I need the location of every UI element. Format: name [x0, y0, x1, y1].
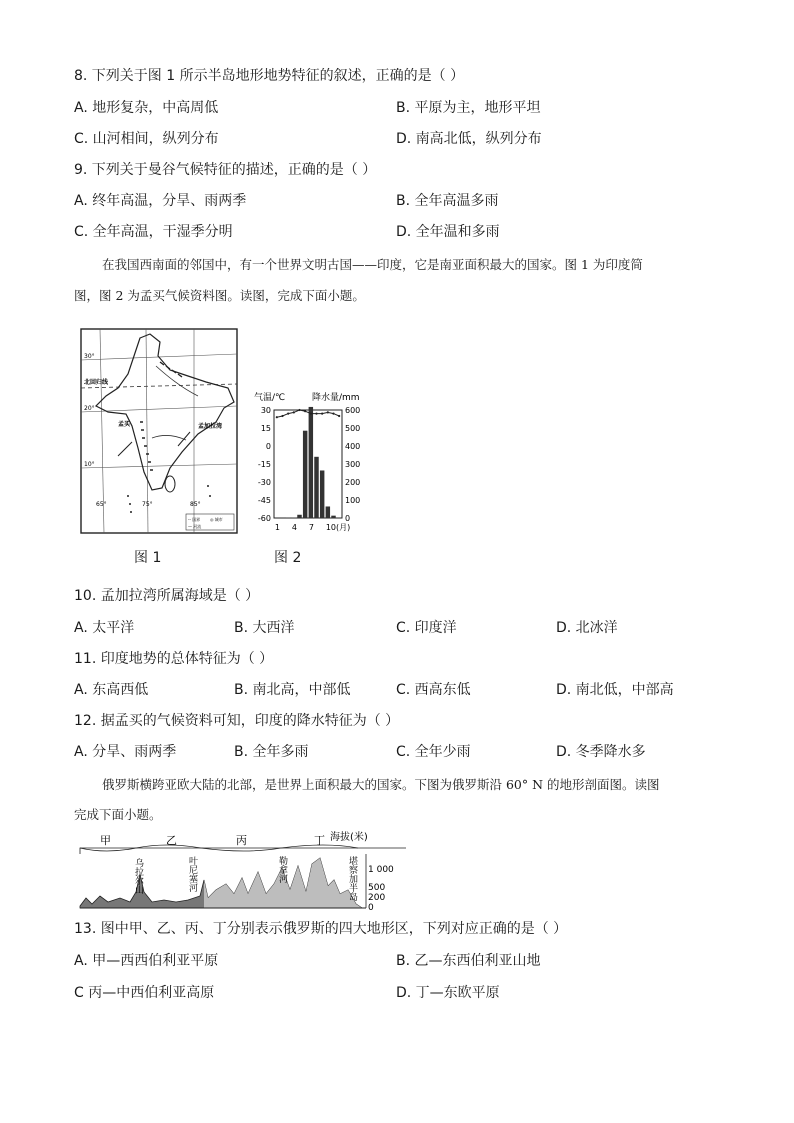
lat-label: 30° — [84, 353, 95, 360]
q8-stem: 8. 下列关于图 1 所示半岛地形地势特征的叙述，正确的是（ ） — [74, 68, 465, 84]
q12-option-d: D. 冬季降水多 — [556, 744, 646, 760]
precip-bar — [280, 517, 284, 518]
altitude-tick: 0 — [368, 903, 374, 912]
lat-label: 20° — [84, 405, 95, 412]
precip-bar — [303, 431, 307, 518]
region-label: 丙 — [236, 834, 247, 847]
q12-stem: 12. 据孟买的气候资料可知，印度的降水特征为（ ） — [74, 713, 400, 729]
q12-option-c: C. 全年少雨 — [396, 744, 471, 760]
q10-option-c: C. 印度洋 — [396, 620, 457, 636]
figure2-caption: 图 2 — [274, 550, 302, 566]
precip-bar — [326, 506, 330, 518]
yenisei-river-label: 叶尼塞河 — [187, 856, 197, 892]
q10-option-a: A. 太平洋 — [74, 620, 135, 636]
temperature-point — [276, 416, 278, 418]
temperature-point — [281, 415, 283, 417]
russia-terrain-profile — [76, 828, 406, 912]
q13-option-a: A. 甲—西西伯利亚平原 — [74, 953, 219, 969]
q12-option-b: B. 全年多雨 — [234, 744, 309, 760]
left-tick-label: 15 — [260, 424, 271, 433]
q9-option-d: D. 全年温和多雨 — [396, 224, 500, 240]
right-tick-label: 0 — [345, 514, 351, 523]
q11-option-b: B. 南北高，中部低 — [234, 682, 351, 698]
legend-item: — 河流 — [188, 524, 202, 529]
q10-stem: 10. 孟加拉湾所属海域是（ ） — [74, 588, 260, 604]
q11-stem: 11. 印度地势的总体特征为（ ） — [74, 651, 274, 667]
intro1-line1: 在我国西南面的邻国中，有一个世界文明古国——印度，它是南亚面积最大的国家。图 1 为印度简 — [102, 257, 643, 272]
altitude-tick: 500 — [368, 883, 386, 893]
lon-label: 75° — [142, 501, 153, 508]
temperature-point — [332, 413, 334, 415]
x-tick-label: 7 — [308, 523, 314, 532]
q12-option-a: A. 分旱、雨两季 — [74, 744, 177, 760]
q13-option-d: D. 丁—东欧平原 — [396, 985, 500, 1001]
intro1-line2: 图，图 2 为孟买气候资料图。读图，完成下面小题。 — [74, 288, 365, 303]
precip-bar — [309, 407, 313, 518]
right-tick-label: 100 — [345, 496, 361, 505]
left-tick-label: 0 — [265, 442, 271, 451]
mumbai-label: 孟买 — [118, 421, 131, 428]
q10-option-b: B. 大西洋 — [234, 620, 295, 636]
temperature-line — [277, 410, 339, 417]
q11-option-c: C. 西高东低 — [396, 682, 471, 698]
left-tick-label: -30 — [257, 478, 271, 487]
q8-option-a: A. 地形复杂，中高周低 — [74, 100, 219, 116]
tropic-label: 北回归线 — [84, 379, 109, 386]
region-label: 甲 — [100, 834, 111, 847]
right-tick-label: 600 — [345, 406, 361, 415]
altitude-tick: 200 — [368, 893, 386, 903]
temperature-point — [310, 413, 312, 415]
temperature-point — [293, 411, 295, 413]
kamchatka-label: 堪察加半岛 — [347, 856, 357, 901]
q9-option-a: A. 终年高温，分旱、雨两季 — [74, 193, 247, 209]
chart-ylabel-right: 降水量/mm — [312, 393, 360, 403]
legend-item: ◎ 城市 — [210, 517, 223, 522]
temperature-point — [315, 413, 317, 415]
left-tick-label: -60 — [257, 514, 271, 523]
precip-bar — [331, 516, 335, 518]
q9-stem: 9. 下列关于曼谷气候特征的描述，正确的是（ ） — [74, 162, 377, 178]
altitude-axis-label: 海拔(米) — [330, 832, 368, 843]
ural-mountains-label: 乌拉尔山 — [133, 858, 143, 894]
right-tick-label: 300 — [345, 460, 361, 469]
right-tick-label: 500 — [345, 424, 361, 433]
region-label: 乙 — [166, 834, 177, 847]
lat-label: 10° — [84, 461, 95, 468]
x-tick-label: 4 — [291, 523, 297, 532]
altitude-tick: 1 000 — [368, 865, 394, 875]
precip-bar — [314, 457, 318, 518]
q13-stem: 13. 图中甲、乙、丙、丁分别表示俄罗斯的四大地形区，下列对应正确的是（ ） — [74, 921, 568, 937]
precip-bar — [337, 517, 341, 518]
region-label: 丁 — [314, 834, 325, 847]
temperature-point — [287, 413, 289, 415]
lena-river-label: 勒拿河 — [277, 856, 287, 883]
lon-label: 85° — [190, 501, 201, 508]
chart-plot-area — [274, 410, 342, 518]
legend-item: -- 国界 — [188, 517, 201, 522]
q11-option-d: D. 南北低，中部高 — [556, 682, 674, 698]
lon-label: 65° — [96, 501, 107, 508]
right-tick-label: 200 — [345, 478, 361, 487]
bay-of-bengal-label: 孟加拉湾 — [198, 423, 223, 430]
chart-ylabel-left: 气温/℃ — [254, 393, 286, 403]
temperature-point — [304, 410, 306, 412]
temperature-point — [298, 409, 300, 411]
q13-option-b: B. 乙—东西伯利亚山地 — [396, 953, 541, 969]
intro2-line1: 俄罗斯横跨亚欧大陆的北部，是世界上面积最大的国家。下图为俄罗斯沿 60° N 的地形剖面图。读图 — [102, 777, 660, 792]
q11-option-a: A. 东高西低 — [74, 682, 149, 698]
temperature-point — [321, 413, 323, 415]
left-tick-label: -15 — [257, 460, 271, 469]
precip-bar — [297, 515, 301, 518]
q8-option-c: C. 山河相间，纵列分布 — [74, 131, 219, 147]
right-tick-label: 400 — [345, 442, 361, 451]
x-tick-label: 1 — [274, 523, 280, 532]
q13-option-c: C 丙—中西伯利亚高原 — [74, 985, 215, 1001]
x-tick-label: 10(月) — [325, 523, 351, 532]
q9-option-c: C. 全年高温，干湿季分明 — [74, 224, 233, 240]
q8-option-d: D. 南高北低，纵列分布 — [396, 131, 542, 147]
temperature-point — [327, 411, 329, 413]
figure1-caption: 图 1 — [134, 550, 162, 566]
left-tick-label: 30 — [260, 406, 271, 415]
precip-bar — [320, 470, 324, 518]
temperature-point — [338, 415, 340, 417]
left-tick-label: -45 — [257, 496, 271, 505]
q9-option-b: B. 全年高温多雨 — [396, 193, 499, 209]
intro2-line2: 完成下面小题。 — [74, 807, 162, 822]
q10-option-d: D. 北冰洋 — [556, 620, 618, 636]
q8-option-b: B. 平原为主，地形平坦 — [396, 100, 541, 116]
mumbai-climate-chart — [252, 388, 372, 538]
precip-bar — [275, 517, 279, 518]
india-map-figure — [78, 326, 240, 536]
